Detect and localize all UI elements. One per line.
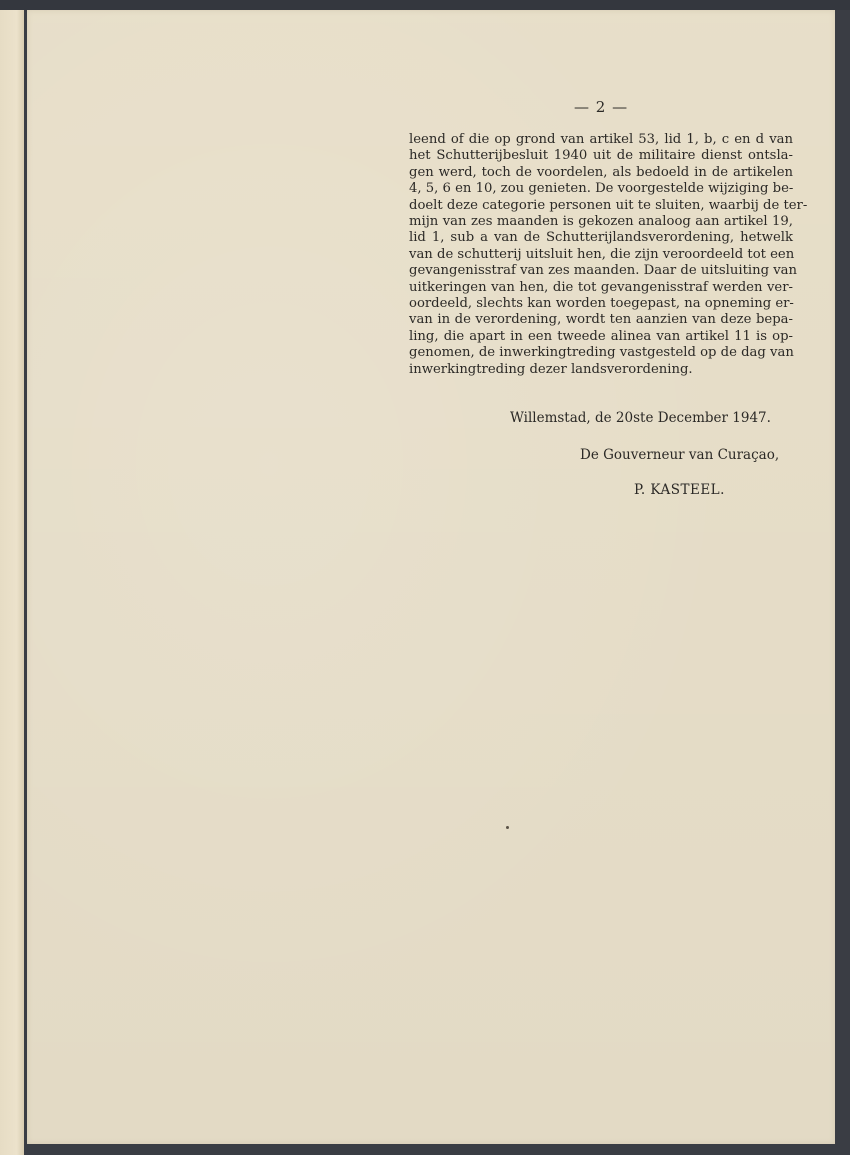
signer-name: P. KASTEEL. — [634, 482, 725, 498]
body-line: gen werd, toch de voordelen, als bedoeld in de artikelen — [409, 164, 793, 180]
body-line: oordeeld, slechts kan worden toegepast, na opneming er- — [409, 296, 794, 312]
body-line: lid 1, sub a van de Schutterijlandsverordening, hetwelk — [409, 230, 793, 246]
body-line: van in de verordening, wordt ten aanzien van deze bepa- — [409, 312, 793, 328]
body-line: genomen, de inwerkingtreding vastgesteld op de dag van — [409, 345, 794, 361]
body-line: mijn van zes maanden is gekozen analoog aan artikel 19, — [409, 214, 793, 230]
body-line: doelt deze categorie personen uit te sluiten, waarbij de ter- — [409, 197, 808, 213]
body-line: uitkeringen van hen, die tot gevangenisstraf werden ver- — [409, 279, 793, 295]
paper-speck — [506, 826, 509, 829]
body-line: leend of die op grond van artikel 53, lid 1, b, c en d van — [409, 132, 793, 147]
governor-title: De Gouverneur van Curaçao, — [580, 447, 780, 463]
body-line: ling, die apart in een tweede alinea van artikel 11 is op- — [409, 328, 793, 344]
place-and-date: Willemstad, de 20ste December 1947. — [510, 410, 771, 426]
body-line: gevangenisstraf van zes maanden. Daar de uitsluiting van — [409, 263, 798, 279]
body-line: van de schutterij uitsluit hen, die zijn veroordeeld tot een — [409, 246, 795, 262]
body-line: inwerkingtreding dezer landsverordening. — [409, 361, 693, 377]
page-number: — 2 — — [574, 98, 629, 116]
body-line: het Schutterijbesluit 1940 uit de militaire dienst ontsla- — [409, 148, 793, 164]
adjacent-page-edge — [0, 10, 24, 1155]
scanner-top-border — [0, 0, 850, 10]
scanner-bottom-border — [24, 1144, 850, 1155]
body-paragraph — [409, 132, 808, 378]
body-line: 4, 5, 6 en 10, zou genieten. De voorgestelde wijziging be- — [409, 181, 794, 197]
scanner-right-border — [835, 10, 850, 1155]
